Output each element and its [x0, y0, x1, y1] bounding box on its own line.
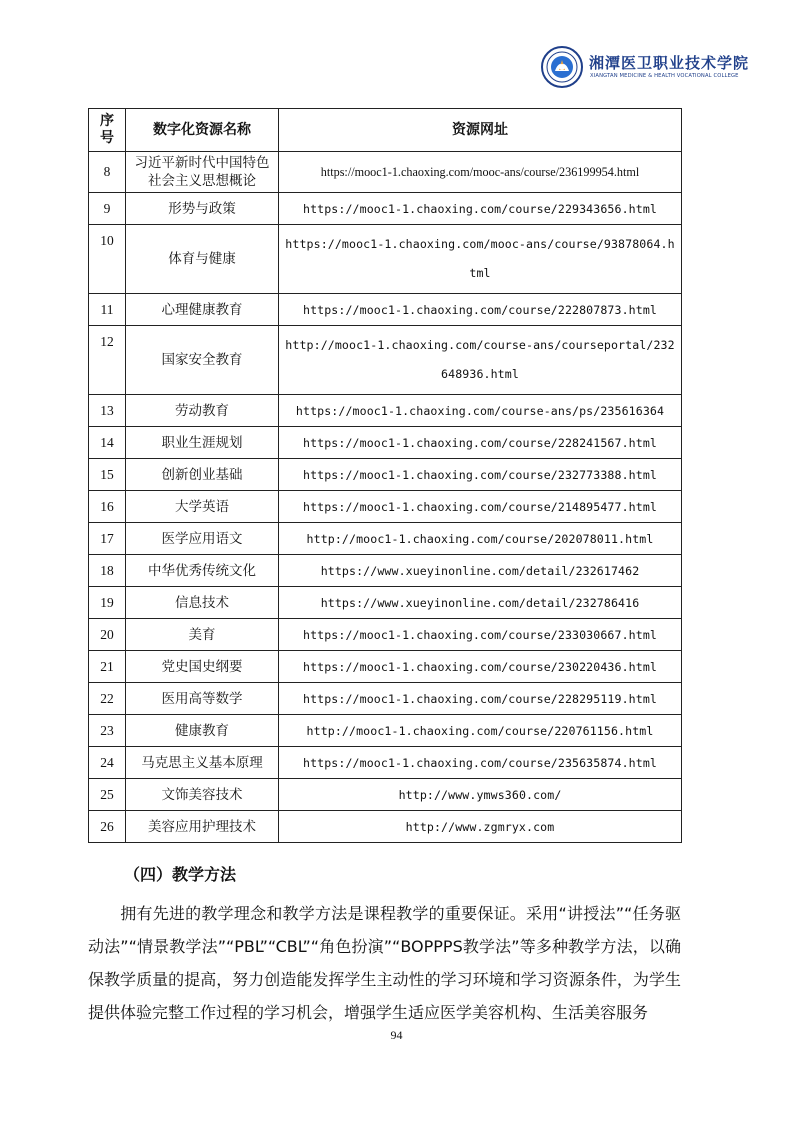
paragraph-text: 拥有先进的教学理念和教学方法是课程教学的重要保证。采用“讲授法”“任务驱动法”“情景教学法”“PBL”“CBL”“角色扮演”“BOPPPS教学法”等多种教学方法，以确保教学质量的提高，努力创造能发挥学生主动性的学习环境和学习资源条件，为学生提供体验完整工作过程的学习机会，增强学生适应医学美容机构、生活美容服务: [88, 904, 681, 1022]
resource-name: 文饰美容技术: [126, 779, 279, 811]
table-row: [89, 395, 682, 427]
college-name-cn: 湘潭医卫职业技术学院: [589, 54, 750, 72]
row-number: 22: [89, 683, 126, 715]
row-number: 23: [89, 715, 126, 747]
resource-name: 心理健康教育: [126, 294, 279, 326]
resource-link[interactable]: https://mooc1-1.chaoxing.com/course/228241567.html: [279, 427, 682, 459]
row-number: 11: [89, 294, 126, 326]
resource-link[interactable]: https://mooc1-1.chaoxing.com/course/232773388.html: [279, 459, 682, 491]
resource-link[interactable]: https://mooc1-1.chaoxing.com/course/233030667.html: [279, 619, 682, 651]
row-number: 19: [89, 587, 126, 619]
resource-name: 美育: [126, 619, 279, 651]
table-row: [89, 747, 682, 779]
table-row: [89, 619, 682, 651]
header-serial: 序号: [89, 109, 126, 152]
table-row: [89, 651, 682, 683]
table-row: [89, 715, 682, 747]
resource-name: 劳动教育: [126, 395, 279, 427]
row-number: 15: [89, 459, 126, 491]
row-number: 20: [89, 619, 126, 651]
table-row: [89, 587, 682, 619]
resource-link[interactable]: http://mooc1-1.chaoxing.com/course/202078011.html: [279, 523, 682, 555]
table-row: [89, 459, 682, 491]
resource-name: 国家安全教育: [126, 326, 279, 395]
row-number: 9: [89, 193, 126, 225]
resource-name: 美容应用护理技术: [126, 811, 279, 843]
table-row: [89, 427, 682, 459]
resource-name: 创新创业基础: [126, 459, 279, 491]
header-resource-url: 资源网址: [279, 109, 682, 152]
resource-name: 职业生涯规划: [126, 427, 279, 459]
resource-link[interactable]: http://www.zgmryx.com: [279, 811, 682, 843]
resource-link[interactable]: https://mooc1-1.chaoxing.com/course/214895477.html: [279, 491, 682, 523]
table-row: [89, 555, 682, 587]
resource-link[interactable]: https://mooc1-1.chaoxing.com/course/222807873.html: [279, 294, 682, 326]
row-number: 26: [89, 811, 126, 843]
resource-link[interactable]: https://mooc1-1.chaoxing.com/mooc-ans/course/236199954.html: [279, 152, 682, 193]
row-number: 12: [89, 326, 126, 395]
row-number: 14: [89, 427, 126, 459]
resource-link[interactable]: http://mooc1-1.chaoxing.com/course/220761156.html: [279, 715, 682, 747]
row-number: 16: [89, 491, 126, 523]
table-row: [89, 294, 682, 326]
table-row: [89, 193, 682, 225]
table-row: [89, 152, 682, 193]
resource-link[interactable]: https://mooc1-1.chaoxing.com/course/229343656.html: [279, 193, 682, 225]
table-row: [89, 779, 682, 811]
table-row: [89, 326, 682, 395]
table-row: [89, 523, 682, 555]
resource-name: 医用高等数学: [126, 683, 279, 715]
page-number: 94: [390, 1028, 403, 1042]
resource-name: 中华优秀传统文化: [126, 555, 279, 587]
resource-link[interactable]: https://www.xueyinonline.com/detail/232617462: [279, 555, 682, 587]
row-number: 17: [89, 523, 126, 555]
resource-name: 信息技术: [126, 587, 279, 619]
table-row: [89, 683, 682, 715]
resource-link[interactable]: https://mooc1-1.chaoxing.com/mooc-ans/course/93878064.html: [279, 225, 682, 294]
table-row: [89, 225, 682, 294]
resource-name: 大学英语: [126, 491, 279, 523]
college-emblem-icon: [541, 46, 583, 88]
row-number: 13: [89, 395, 126, 427]
row-number: 25: [89, 779, 126, 811]
resource-link[interactable]: https://mooc1-1.chaoxing.com/course/235635874.html: [279, 747, 682, 779]
section-paragraph: [88, 897, 681, 1029]
table-row: [89, 491, 682, 523]
row-number: 10: [89, 225, 126, 294]
resource-link[interactable]: https://mooc1-1.chaoxing.com/course/228295119.html: [279, 683, 682, 715]
table-header-row: [89, 109, 682, 152]
row-number: 24: [89, 747, 126, 779]
row-number: 21: [89, 651, 126, 683]
resource-table: [88, 108, 682, 843]
resource-name: 健康教育: [126, 715, 279, 747]
section-heading: （四）教学方法: [124, 865, 237, 884]
header-resource-name: 数字化资源名称: [126, 109, 279, 152]
row-number: 8: [89, 152, 126, 193]
resource-link[interactable]: https://mooc1-1.chaoxing.com/course/230220436.html: [279, 651, 682, 683]
resource-name: 医学应用语文: [126, 523, 279, 555]
resource-link[interactable]: http://www.ymws360.com/: [279, 779, 682, 811]
row-number: 18: [89, 555, 126, 587]
resource-link[interactable]: http://mooc1-1.chaoxing.com/course-ans/courseportal/232648936.html: [279, 326, 682, 395]
college-name-en: XIANGTAN MEDICINE & HEALTH VOCATIONAL COLLEGE: [590, 73, 739, 79]
resource-link[interactable]: https://www.xueyinonline.com/detail/232786416: [279, 587, 682, 619]
college-logo: [541, 46, 750, 90]
resource-name: 形势与政策: [126, 193, 279, 225]
resource-name: 党史国史纲要: [126, 651, 279, 683]
resource-name: 马克思主义基本原理: [126, 747, 279, 779]
table-row: [89, 811, 682, 843]
resource-name: 体育与健康: [126, 225, 279, 294]
resource-name: 习近平新时代中国特色社会主义思想概论: [126, 152, 279, 193]
resource-link[interactable]: https://mooc1-1.chaoxing.com/course-ans/ps/235616364: [279, 395, 682, 427]
